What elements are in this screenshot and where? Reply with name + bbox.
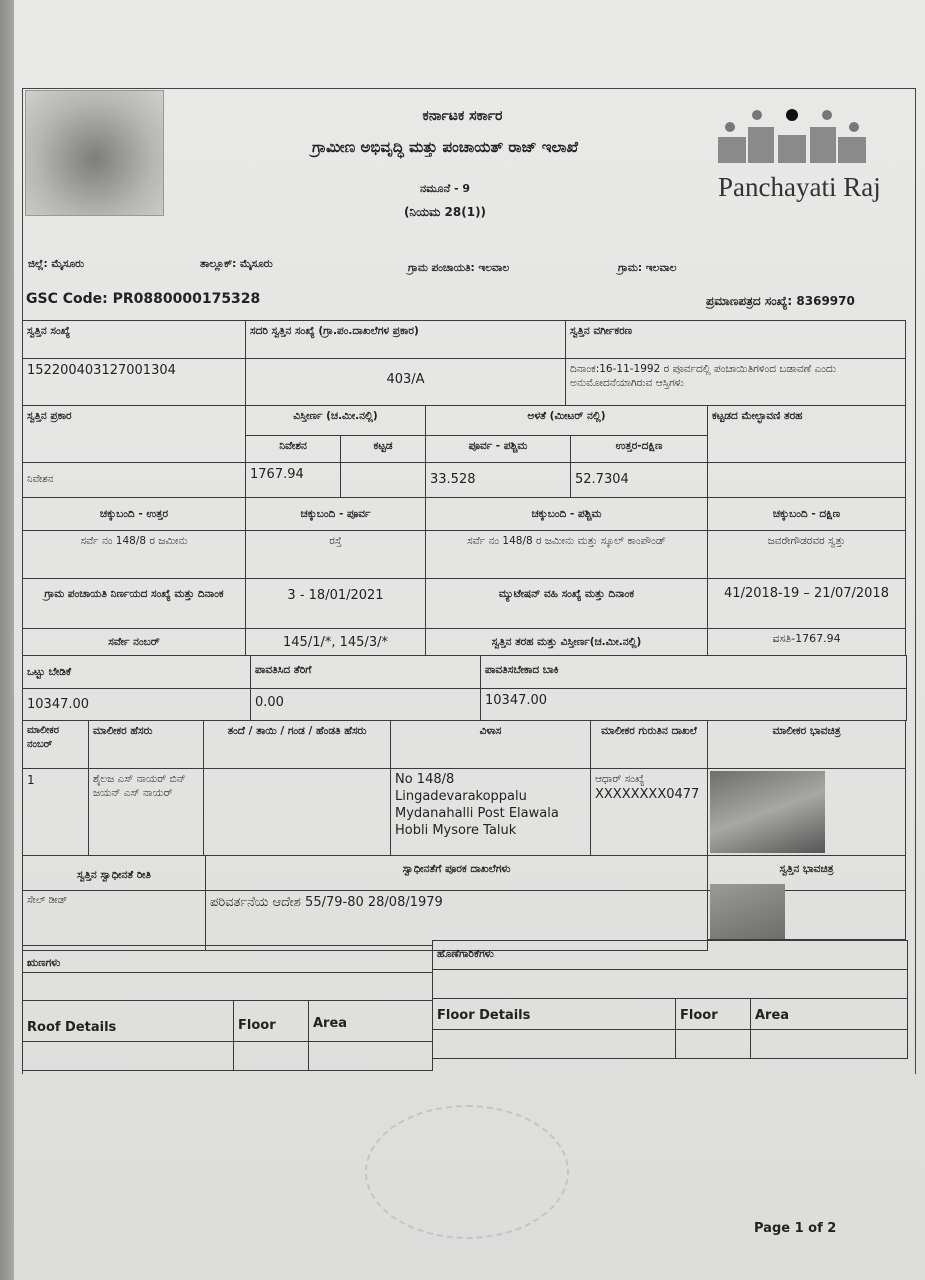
classification: ದಿನಾಂಕ:16-11-1992 ರ ಪೂರ್ವದಲ್ಲಿ ಪಂಚಾಯಿತಿಗಳಿಂದ ಬಡಾವಣೆ ಎಂದು ಅನುಮೋದನೆಯಾಗಿರುವ ಆಸ್ತಿಗಳು	[565, 358, 906, 406]
rule-number: (ನಿಯಮ 28(1))	[403, 205, 487, 219]
h-sadari-number: ಸದರಿ ಸ್ವತ್ತಿನ ಸಂಖ್ಯೆ (ಗ್ರಾ.ಪಂ.ದಾಖಲೆಗಳ ಪ್ರಕಾರ)	[245, 320, 566, 359]
property-type: ನಿವೇಶನ	[22, 462, 246, 498]
certificate-number: ಪ್ರಮಾಣಪತ್ರದ ಸಂಖ್ಯೆ: 8369970	[706, 294, 855, 308]
village: ಗ್ರಾಮ: ಇಲವಾಲ	[618, 262, 677, 274]
property-photo	[710, 884, 785, 939]
h-site: ನಿವೇಶನ	[245, 435, 341, 463]
area-2	[750, 1029, 908, 1059]
h-east-west: ಪೂರ್ವ - ಪಶ್ಚಿಮ	[425, 435, 571, 463]
h-liabilities: ಹೊಣೆಗಾರಿಕೆಗಳು	[432, 940, 908, 970]
floor-2	[675, 1029, 751, 1059]
address-line: Lingadevarakoppalu	[395, 788, 527, 804]
h-owner-no: ಮಾಲೀಕರ ನಂಬರ್	[22, 720, 89, 769]
owner-name: ಶೈಲಜ ಎಸ್ ನಾಯರ್ ಬಿನ್ ಜಯನ್ ಎಸ್ ನಾಯರ್	[88, 768, 204, 856]
h-kind-area: ಸ್ವತ್ತಿನ ತರಹ ಮತ್ತು ವಿಸ್ತೀರ್ಣ(ಚ.ಮೀ.ನಲ್ಲಿ)	[425, 628, 708, 656]
h-floor-details: Floor Details	[432, 998, 676, 1030]
address-line: No 148/8	[395, 772, 455, 787]
h-resolution: ಗ್ರಾಮ ಪಂಚಾಯತಿ ನಿರ್ಣಯದ ಸಂಖ್ಯೆ ಮತ್ತು ದಿನಾಂಕ	[22, 578, 246, 629]
official-stamp	[365, 1105, 569, 1239]
id-value: XXXXXXXX0477	[595, 787, 700, 803]
address-line: Mydanahalli Post Elawala	[395, 805, 559, 821]
sadari-number: 403/A	[245, 358, 566, 406]
tax-demand: 10347.00	[22, 688, 251, 721]
mutation: 41/2018-19 – 21/07/2018	[707, 578, 906, 629]
kind-area: ವಸತಿ-1767.94	[707, 628, 906, 656]
h-area-col-2: Area	[750, 998, 908, 1030]
h-building: ಕಟ್ಟಡ	[340, 435, 426, 463]
panchayati-raj-logo	[712, 105, 872, 165]
owner-id	[590, 768, 708, 856]
h-tax-demand: ಒಟ್ಟು ಬೇಡಿಕೆ	[22, 655, 251, 689]
h-owner-photo: ಮಾಲೀಕರ ಭಾವಚಿತ್ರ	[707, 720, 906, 769]
page-number: Page 1 of 2	[754, 1221, 837, 1236]
boundary-east: ರಸ್ತೆ	[245, 530, 426, 579]
department-title: ಗ್ರಾಮೀಣ ಅಭಿವೃದ್ಧಿ ಮತ್ತು ಪಂಚಾಯತ್ ರಾಜ್ ಇಲಾಖೆ	[311, 138, 579, 156]
possession-docs: ಪರಿವರ್ತನೆಯ ಆದೇಶ 55/79-80 28/08/1979	[205, 890, 708, 951]
h-measurement: ಅಳತೆ (ಮೀಟರ್ ನಲ್ಲಿ)	[425, 405, 708, 436]
liabilities	[432, 969, 908, 999]
north-south: 52.7304	[570, 462, 708, 498]
floor-details	[432, 1029, 676, 1059]
h-owner-id: ಮಾಲೀಕರ ಗುರುತಿನ ದಾಖಲೆ	[590, 720, 708, 769]
h-possession-mode: ಸ್ವತ್ತಿನ ಸ್ವಾಧೀನತೆ ರೀತಿ	[22, 855, 206, 891]
possession-mode: ಸೇಲ್ ಡೀಡ್	[22, 890, 206, 951]
tax-paid: 0.00	[250, 688, 481, 721]
east-west: 33.528	[425, 462, 571, 498]
relation-name	[203, 768, 391, 856]
roof-type	[707, 462, 906, 498]
owner-photo	[710, 771, 825, 853]
h-roof-type: ಕಟ್ಟಡದ ಮೇಲ್ಛಾವಣಿ ತರಹ	[707, 405, 906, 463]
h-tax-paid: ಪಾವತಿಸಿದ ತೆರಿಗೆ	[250, 655, 481, 689]
owner-address	[390, 768, 591, 856]
resolution: 3 - 18/01/2021	[245, 578, 426, 629]
property-number: 152200403127001304	[22, 358, 246, 406]
h-relation: ತಂದೆ / ತಾಯಿ / ಗಂಡ / ಹೆಂಡತಿ ಹೆಸರು	[203, 720, 391, 769]
h-roof-details: Roof Details	[22, 1000, 234, 1042]
owner-no: 1	[22, 768, 89, 856]
h-north-south: ಉತ್ತರ-ದಕ್ಷಿಣ	[570, 435, 708, 463]
district: ಜಿಲ್ಲೆ: ಮೈಸೂರು	[28, 258, 85, 270]
site-area: 1767.94	[245, 462, 341, 498]
h-address: ವಿಳಾಸ	[390, 720, 591, 769]
tax-balance: 10347.00	[480, 688, 907, 721]
h-classification: ಸ್ವತ್ತಿನ ವರ್ಗೀಕರಣ	[565, 320, 906, 359]
h-floor: Floor	[233, 1000, 309, 1042]
gram-panchayat: ಗ್ರಾಮ ಪಂಚಾಯತಿ: ಇಲವಾಲ	[408, 262, 510, 274]
building-area	[340, 462, 426, 498]
boundary-north: ಸರ್ವೆ ನಂ 148/8 ರ ಜಮೀನು	[22, 530, 246, 579]
h-possession-docs: ಸ್ವಾಧೀನತೆಗೆ ಪೂರಕ ದಾಖಲೆಗಳು	[205, 855, 708, 891]
h-property-type: ಸ್ವತ್ತಿನ ಪ್ರಕಾರ	[22, 405, 246, 463]
logo-text: Panchayati Raj	[718, 172, 881, 202]
h-floor-2: Floor	[675, 998, 751, 1030]
h-boundary-north: ಚಕ್ಕುಬಂದಿ - ಉತ್ತರ	[22, 497, 246, 531]
h-property-photo: ಸ್ವತ್ತಿನ ಭಾವಚಿತ್ರ	[707, 855, 906, 891]
area	[308, 1041, 433, 1071]
boundary-west: ಸರ್ವೆ ನಂ 148/8 ರ ಜಮೀನು ಮತ್ತು ಸ್ಕೂಲ್ ಕಾಂಪೌಂಡ್	[425, 530, 708, 579]
h-mutation: ಮ್ಯುಟೇಷನ್ ವಹಿ ಸಂಖ್ಯೆ ಮತ್ತು ದಿನಾಂಕ	[425, 578, 708, 629]
address-line: Hobli Mysore Taluk	[395, 822, 517, 838]
form-number: ನಮೂನೆ - 9	[419, 182, 471, 195]
h-owner-name: ಮಾಲೀಕರ ಹೆಸರು	[88, 720, 204, 769]
gsc-code: GSC Code: PR0880000175328	[26, 291, 261, 307]
boundary-south: ಜವರೇಗೌಡರವರ ಸ್ವತ್ತು	[707, 530, 906, 579]
h-area: ವಿಸ್ತೀರ್ಣ (ಚ.ಮೀ.ನಲ್ಲಿ)	[245, 405, 426, 436]
taluk: ತಾಲ್ಲೂಕ್: ಮೈಸೂರು	[200, 258, 273, 270]
h-property-number: ಸ್ವತ್ತಿನ ಸಂಖ್ಯೆ	[22, 320, 246, 359]
h-debts: ಋಣಗಳು	[22, 945, 433, 973]
h-tax-balance: ಪಾವತಿಸಬೇಕಾದ ಬಾಕಿ	[480, 655, 907, 689]
h-boundary-west: ಚಕ್ಕುಬಂದಿ - ಪಶ್ಚಿಮ	[425, 497, 708, 531]
h-boundary-east: ಚಕ್ಕುಬಂದಿ - ಪೂರ್ವ	[245, 497, 426, 531]
floor	[233, 1041, 309, 1071]
h-survey: ಸರ್ವೇ ನಂಬರ್	[22, 628, 246, 656]
h-boundary-south: ಚಕ್ಕುಬಂದಿ - ದಕ್ಷಿಣ	[707, 497, 906, 531]
debts	[22, 972, 433, 1001]
h-area-col: Area	[308, 1000, 433, 1042]
id-type: ಆಧಾರ್ ಸಂಖ್ಯೆ	[595, 773, 645, 785]
govt-title: ಕರ್ನಾಟಕ ಸರ್ಕಾರ	[422, 108, 503, 124]
survey: 145/1/*, 145/3/*	[245, 628, 426, 656]
roof-details	[22, 1041, 234, 1071]
